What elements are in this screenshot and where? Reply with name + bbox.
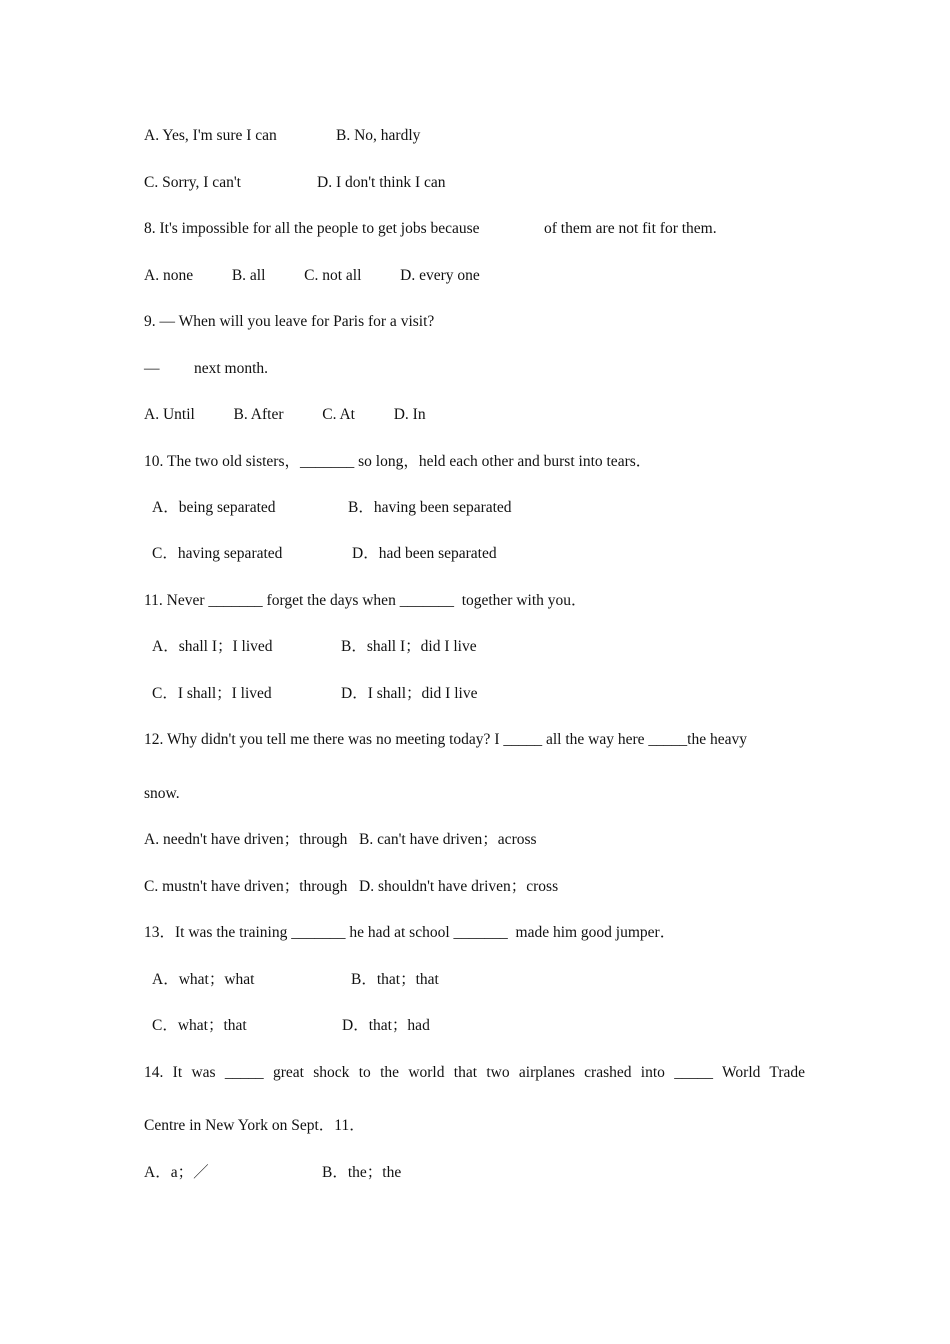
q9-stem: 9. — When will you leave for Paris for a visit? <box>144 313 435 330</box>
q14-option-b: B．the；the <box>322 1164 402 1181</box>
q11-stem: 11. Never _______ forget the days when _______ together with you． <box>144 592 587 609</box>
q14-stem-continued: Centre in New York on Sept．11． <box>144 1117 365 1134</box>
q12-stem: 12. Why didn't you tell me there was no meeting today? I _____ all the way here _____the heavy <box>144 731 747 748</box>
q14-stem: 14. It was _____ great shock to the world that two airplanes crashed into _____ World Trade <box>144 1064 805 1081</box>
q14-option-a: A．a；／ <box>144 1164 209 1181</box>
q13-option-a: A．what；what <box>152 971 255 988</box>
q10-option-b: B．having been separated <box>348 499 512 516</box>
q10-stem: 10. The two old sisters，_______ so long，held each other and burst into tears． <box>144 453 652 470</box>
q9-options: A. Until B. After C. At D. In <box>144 406 426 423</box>
q12-stem-continued: snow. <box>144 785 180 802</box>
q7-option-b: B. No, hardly <box>336 127 421 144</box>
q10-option-c: C．having separated <box>152 545 283 562</box>
q13-option-b: B．that；that <box>351 971 439 988</box>
q11-option-c: C．I shall；I lived <box>152 685 272 702</box>
q10-option-a: A．being separated <box>152 499 276 516</box>
q8-stem-part1: 8. It's impossible for all the people to get jobs because <box>144 220 480 237</box>
q11-option-d: D．I shall；did I live <box>341 685 478 702</box>
q13-option-d: D．that；had <box>342 1017 430 1034</box>
q12-options-cd: C. mustn't have driven；through D. shouldn't have driven；cross <box>144 878 559 895</box>
q9-answer-dash: — <box>144 360 160 377</box>
q11-option-b: B．shall I；did I live <box>341 638 477 655</box>
q7-option-a: A. Yes, I'm sure I can <box>144 127 277 144</box>
q8-options: A. none B. all C. not all D. every one <box>144 267 480 284</box>
q13-stem: 13．It was the training _______ he had at school _______ made him good jumper． <box>144 924 676 941</box>
q11-option-a: A．shall I；I lived <box>152 638 273 655</box>
q10-option-d: D．had been separated <box>352 545 497 562</box>
q7-option-d: D. I don't think I can <box>317 174 446 191</box>
q8-stem-part2: of them are not fit for them. <box>544 220 717 237</box>
q12-options-ab: A. needn't have driven；through B. can't have driven；across <box>144 831 537 848</box>
q7-option-c: C. Sorry, I can't <box>144 174 241 191</box>
q13-option-c: C．what；that <box>152 1017 247 1034</box>
q9-answer: next month. <box>194 360 269 377</box>
